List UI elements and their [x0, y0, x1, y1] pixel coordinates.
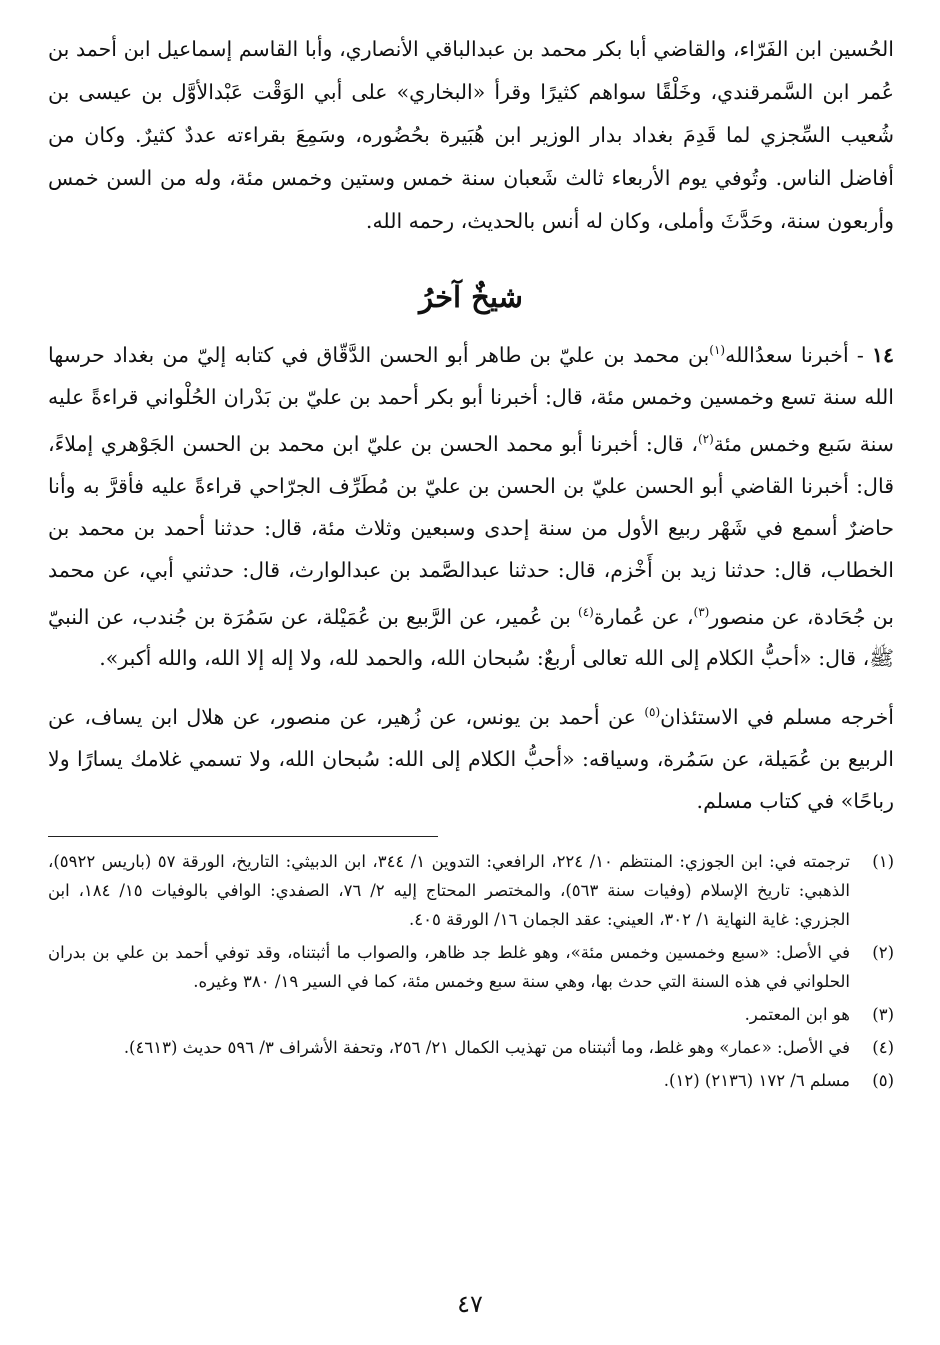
footnote-text: في الأصل: «سبع وخمسين وخمس مئة»، وهو غلط جد ظاهر، والصواب ما أثبتناه، وقد توفي أحمد بن علي بن بدران الحلواني في هذه السنة التي حدث بها، وهي سنة سبع وخمس مئة، كما في السير ١٩/ ٣٨٠ وغيره. — [48, 943, 850, 992]
page-number: ٤٧ — [457, 1290, 483, 1318]
footnote-divider — [48, 836, 438, 837]
footnote-text: مسلم ٦/ ١٧٢ (٢١٣٦) (١٢). — [663, 1071, 850, 1091]
hadith-text-part-4: ، عن عُمارة — [593, 604, 694, 629]
footnote-number: (٥) — [872, 1071, 894, 1091]
takhrij-paragraph — [48, 691, 894, 822]
footnote-text: هو ابن المعتمر. — [744, 1005, 850, 1025]
hadith-paragraph — [48, 329, 894, 679]
footnote-number: (٤) — [872, 1038, 894, 1058]
hadith-number: ١٤ — [871, 342, 894, 367]
footnote-marker-3[interactable]: (٣) — [693, 604, 710, 619]
takhrij-text-part-2: عن أحمد بن يونس، عن زُهير، عن منصور، عن هلال ابن يساف، عن الربيع بن عُمَيلة، عن سَمُرة، وسياقه: «أحبُّ الكلام إلى الله: سُبحان الله، ولا تسمي غلامك يسارًا ولا رباحًا» في كتاب مسلم. — [48, 705, 894, 814]
hadith-text-part-2: بن محمد بن عليّ بن طاهر أبو الحسن الدَّقّاق في كتابه إليّ من بغداد حرسها الله سنة تسع وخمسين وخمس مئة، قال: أخبرنا أبو بكر أحمد بن عليّ بن بَدْران الحُلْواني قراءةً عليه سنة سَبع وخمس مئة — [48, 342, 894, 456]
hadith-dash: - — [848, 342, 872, 367]
footnote-item — [48, 847, 894, 934]
footnote-item — [48, 1033, 894, 1062]
footnote-number: (١) — [872, 852, 894, 872]
intro-paragraph: الحُسين ابن الفَرّاء، والقاضي أبا بكر محمد بن عبدالباقي الأنصاري، وأبا القاسم إسماعيل ابن أحمد بن عُمر ابن السَّمرقندي، وخَلْقًا سواهم كثيرًا وقرأ «البخاري» على أبي الوَقْت عَبْدالأوَّل بن عيسى بن شُعيب السِّجزي لما قَدِمَ بغداد بدار الوزير ابن هُبَيرة بحُضُوره، وسَمِعَ بقراءته عددٌ كثيرٌ. وكان من أفاضل الناس. وتُوفي يوم الأربعاء ثالث شَعبان سنة خمس وستين وخمس مئة، وله من السن خمس وأربعون سنة، وحَدَّثَ وأملى، وكان له أنس بالحديث، رحمه الله. — [48, 37, 894, 233]
hadith-text-part-3: ، قال: أخبرنا أبو محمد الحسن بن عليّ ابن محمد بن الحسن الجَوْهري إملاءً، قال: أخبرنا القاضي أبو الحسن عليّ بن الحسن بن عليّ بن مُطَرِّف الجرّاحي قراءةً عليه فأقرَّ به وأنا حاضرٌ أسمع في شَهْر ربيع الأول من سنة إحدى وسبعين وثلاث مئة، قال: حدثنا أحمد بن محمد بن الخطاب، قال: حدثنا زيد بن أَخْزم، قال: حدثنا عبدالصَّمد بن عبدالوارث، قال: حدثني أبي، عن محمد بن جُحَادة، عن منصور — [48, 431, 894, 629]
takhrij-text-part-1: أخرجه مسلم في الاستئذان — [660, 705, 894, 730]
hadith-text-part-1: أخبرنا سعدُالله — [725, 342, 849, 367]
footnote-text: في الأصل: «عمار» وهو غلط، وما أثبتناه من تهذيب الكمال ٢١/ ٢٥٦، وتحفة الأشراف ٣/ ٥٩٦ حديث (٤٦١٣). — [123, 1038, 850, 1058]
footnote-marker-2[interactable]: (٢) — [697, 431, 714, 446]
section-heading: شيخٌ آخرُ — [419, 280, 523, 314]
footnote-marker-1[interactable]: (١) — [709, 343, 726, 357]
footnote-number: (٢) — [872, 943, 894, 963]
footnote-item — [48, 1066, 894, 1095]
hadith-text-part-5: بن عُمير، عن الرَّبيع بن عُمَيْلة، عن سَمُرَة بن جُندب، عن النبيّ ﷺ، قال: «أحبُّ الكلام إلى الله تعالى أربعٌ: سُبحان الله، والحمد لله، ولا إله إلا الله، والله أكبر». — [48, 604, 894, 671]
footnote-item — [48, 938, 894, 996]
footnote-marker-5[interactable]: (٥) — [644, 705, 661, 720]
footnote-item — [48, 1000, 894, 1029]
footnote-marker-4[interactable]: (٤) — [578, 604, 594, 619]
footnote-text: ترجمته في: ابن الجوزي: المنتظم ١٠/ ٢٢٤، الرافعي: التدوين ١/ ٣٤٤، ابن الدبيثي: التاريخ، الورقة ٥٧ (باريس ٥٩٢٢)، الذهبي: تاريخ الإسلام (وفيات سنة ٥٦٣)، والمختصر المحتاج إليه ٢/ ٧٦، الصفدي: الوافي بالوفيات ١٥/ ١٨٤، ابن الجزري: غاية النهاية ١/ ٣٠٢، العيني: عقد الجمان ١٦/ الورقة ٤٠٥. — [48, 852, 850, 930]
footnote-number: (٣) — [872, 1005, 894, 1025]
footnotes-list — [48, 847, 894, 1095]
